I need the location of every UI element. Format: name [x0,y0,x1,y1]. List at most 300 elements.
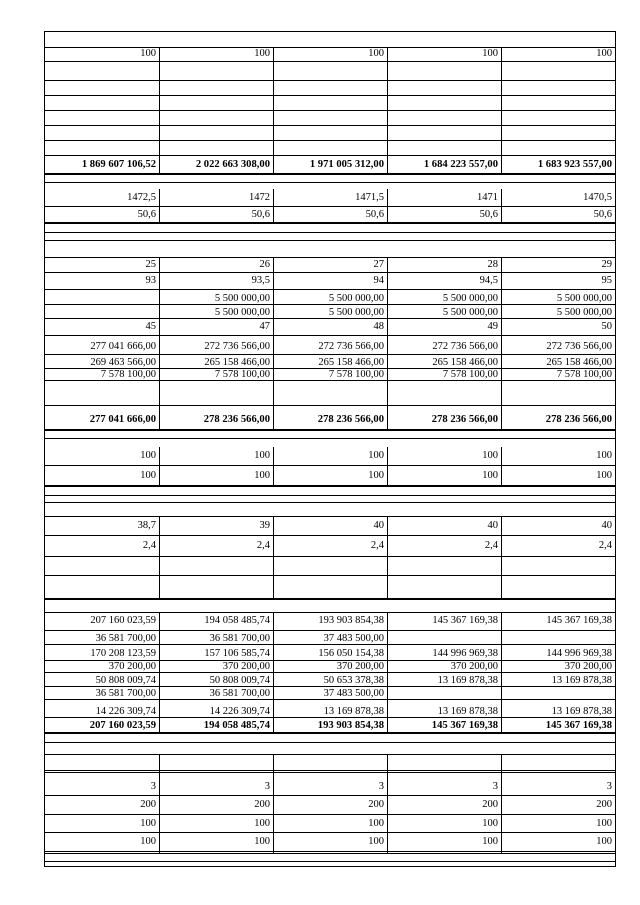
cell-value: 5 500 000,00 [328,292,384,304]
table-row [45,257,615,273]
table-cell [45,779,159,795]
table-row [45,96,615,111]
table-cell [501,207,615,222]
table-rule [45,232,615,233]
table-cell [501,66,615,80]
cell-value: 200 [482,799,498,810]
table-cell [45,634,159,644]
table-cell [159,111,273,125]
table-cell [45,612,159,630]
cell-value: 5 500 000,00 [556,292,612,304]
table-cell [45,796,159,814]
cell-value: 370 200,00 [450,661,498,672]
table-cell [45,754,159,772]
table-rule [45,742,615,743]
cell-value: 145 367 169,38 [431,719,498,731]
table-cell [273,675,387,686]
table-cell [273,96,387,110]
table-cell [273,81,387,95]
table-cell [501,467,615,485]
table-cell [273,410,387,429]
cell-value: 13 169 878,38 [551,705,612,717]
table-cell [45,96,159,110]
cell-value: 170 208 123,59 [90,648,156,659]
cell-value: 50,6 [137,208,156,220]
cell-value: 100 [596,470,612,481]
cell-value: 3 [150,781,156,792]
table-row [45,293,615,305]
table-cell [159,319,273,335]
table-cell [159,536,273,556]
table-cell [45,516,159,535]
table-row [45,387,615,406]
table-cell [159,141,273,155]
table-cell [45,536,159,556]
table-rule [45,861,615,862]
table-cell [387,447,501,465]
table-cell [387,339,501,354]
cell-value: 40 [487,519,498,531]
table-rule [45,438,615,439]
table-cell [159,293,273,304]
cell-value: 278 236 566,00 [317,413,384,425]
table-cell [273,662,387,672]
table-cell [45,467,159,485]
table-cell [45,815,159,832]
table-cell [45,207,159,222]
cell-value: 1 683 923 557,00 [537,158,612,170]
table-rule [45,486,615,487]
cell-value: 100 [482,817,498,829]
table-cell [387,156,501,173]
cell-value: 3 [606,781,612,792]
table-cell [45,648,159,660]
table-cell [45,688,159,699]
cell-value: 13 169 878,38 [323,705,384,717]
cell-value: 265 158 466,00 [204,356,270,368]
table-cell [501,796,615,814]
table-cell [501,47,615,61]
table-cell [501,558,615,575]
cell-value: 193 903 854,38 [318,615,384,626]
table-cell [501,293,615,304]
cell-value: 5 500 000,00 [214,306,270,318]
table-cell [501,257,615,272]
table-cell [159,387,273,405]
table-cell [45,387,159,405]
table-row [45,796,615,815]
cell-value: 14 226 309,74 [209,705,270,717]
table-cell [45,410,159,429]
table-cell [387,634,501,644]
table-row [45,66,615,81]
table-cell [159,126,273,140]
cell-value: 2,4 [484,540,498,551]
cell-value: 100 [368,48,384,59]
cell-value: 370 200,00 [222,661,270,672]
cell-value: 100 [140,470,156,481]
table-row [45,536,615,557]
cell-value: 194 058 485,74 [204,615,270,626]
table-cell [501,410,615,429]
data-table [44,31,616,867]
cell-value: 100 [368,817,384,829]
cell-value: 36 581 700,00 [95,633,156,644]
table-cell [159,688,273,699]
table-row [45,662,615,673]
cell-value: 100 [596,817,612,829]
cell-value: 5 500 000,00 [442,306,498,318]
table-cell [273,688,387,699]
cell-value: 93 [145,275,156,286]
table-cell [45,369,159,380]
cell-value: 1472,5 [127,191,156,203]
table-cell [159,447,273,465]
cell-value: 5 500 000,00 [328,306,384,318]
table-cell [387,126,501,140]
cell-value: 100 [596,450,612,461]
table-cell [501,156,615,173]
table-cell [273,634,387,644]
table-cell [159,634,273,644]
cell-value: 100 [368,450,384,461]
table-cell [387,273,501,289]
table-cell [387,536,501,556]
table-cell [159,558,273,575]
table-cell [273,207,387,222]
table-cell [501,815,615,832]
table-cell [501,662,615,672]
cell-value: 1 869 607 106,52 [81,158,156,170]
cell-value: 50,6 [593,208,612,220]
table-cell [273,369,387,380]
table-cell [45,558,159,575]
cell-value: 278 236 566,00 [545,413,612,425]
table-row [45,833,615,852]
cell-value: 157 106 585,74 [204,648,270,659]
table-cell [159,66,273,80]
table-cell [501,612,615,630]
table-cell [501,96,615,110]
table-cell [387,719,501,732]
cell-value: 1471,5 [355,191,384,203]
cell-value: 36 581 700,00 [95,687,156,699]
table-cell [273,754,387,772]
table-row [45,754,615,773]
table-cell [501,634,615,644]
table-row [45,189,615,207]
table-cell [159,833,273,851]
table-cell [273,47,387,61]
table-cell [501,369,615,380]
table-row [45,319,615,336]
cell-value: 26 [259,258,270,270]
cell-value: 207 160 023,59 [89,719,156,731]
cell-value: 145 367 169,38 [546,615,612,626]
cell-value: 47 [259,321,270,332]
table-cell [387,779,501,795]
table-cell [387,516,501,535]
cell-value: 7 578 100,00 [556,368,612,380]
cell-value: 100 [140,836,156,847]
cell-value: 2,4 [142,540,156,551]
table-cell [273,307,387,318]
table-cell [501,581,615,598]
table-cell [45,81,159,95]
cell-value: 1470,5 [583,191,612,203]
table-cell [273,66,387,80]
cell-value: 100 [482,836,498,847]
table-cell [387,387,501,405]
table-cell [387,257,501,272]
table-cell [45,675,159,686]
cell-value: 50,6 [251,208,270,220]
table-cell [387,47,501,61]
table-cell [159,81,273,95]
table-cell [501,536,615,556]
table-row [45,81,615,96]
table-cell [159,467,273,485]
table-cell [45,257,159,272]
cell-value: 100 [254,48,270,59]
cell-value: 100 [482,48,498,59]
cell-value: 100 [140,48,156,59]
cell-value: 265 158 466,00 [546,356,612,368]
table-rule [45,174,615,175]
cell-value: 272 736 566,00 [546,340,612,352]
cell-value: 94 [373,275,384,286]
table-cell [387,293,501,304]
table-cell [501,357,615,368]
table-cell [159,516,273,535]
table-cell [273,156,387,173]
table-row [45,516,615,536]
cell-value: 3 [264,781,270,792]
table-cell [159,675,273,686]
table-cell [45,307,159,318]
cell-value: 36 581 700,00 [209,633,270,644]
cell-value: 200 [368,799,384,810]
table-cell [45,126,159,140]
cell-value: 29 [601,258,612,270]
cell-value: 200 [254,799,270,810]
cell-value: 207 160 023,59 [90,615,156,626]
cell-value: 100 [596,48,612,59]
cell-value: 265 158 466,00 [432,356,498,368]
table-cell [45,319,159,335]
cell-value: 200 [596,799,612,810]
cell-value: 3 [378,781,384,792]
cell-value: 37 483 500,00 [323,687,384,699]
table-cell [159,96,273,110]
cell-value: 36 581 700,00 [209,687,270,699]
cell-value: 7 578 100,00 [328,368,384,380]
table-cell [273,467,387,485]
cell-value: 2,4 [256,540,270,551]
table-cell [387,796,501,814]
table-cell [501,833,615,851]
table-row [45,634,615,645]
table-cell [387,833,501,851]
table-cell [387,307,501,318]
table-cell [501,81,615,95]
table-cell [387,648,501,660]
table-cell [159,307,273,318]
table-cell [159,273,273,289]
cell-value: 39 [259,519,270,531]
table-cell [273,719,387,732]
cell-value: 265 158 466,00 [318,356,384,368]
cell-value: 144 996 969,38 [546,648,612,659]
table-row [45,273,615,290]
cell-value: 7 578 100,00 [442,368,498,380]
cell-value: 145 367 169,38 [545,719,612,731]
cell-value: 200 [140,799,156,810]
cell-value: 193 903 854,38 [317,719,384,731]
table-cell [45,581,159,598]
table-cell [45,66,159,80]
table-cell [501,706,615,717]
table-row [45,156,615,174]
table-cell [501,273,615,289]
cell-value: 5 500 000,00 [214,292,270,304]
cell-value: 1471 [477,191,498,203]
table-cell [159,719,273,732]
table-cell [387,612,501,630]
cell-value: 49 [487,321,498,332]
cell-value: 13 169 878,38 [551,674,612,686]
cell-value: 40 [373,519,384,531]
table-cell [387,81,501,95]
table-cell [159,706,273,717]
cell-value: 100 [368,836,384,847]
table-cell [273,126,387,140]
cell-value: 272 736 566,00 [432,340,498,352]
table-cell [387,754,501,772]
table-cell [45,447,159,465]
table-cell [273,581,387,598]
cell-value: 50,6 [479,208,498,220]
cell-value: 50 808 009,74 [95,674,156,686]
table-row [45,467,615,486]
cell-value: 145 367 169,38 [432,615,498,626]
table-rule [45,495,615,496]
table-cell [501,387,615,405]
table-cell [273,796,387,814]
table-cell [159,581,273,598]
table-cell [273,257,387,272]
table-row [45,307,615,319]
cell-value: 1 684 223 557,00 [423,158,498,170]
table-cell [273,293,387,304]
cell-value: 370 200,00 [108,661,156,672]
cell-value: 14 226 309,74 [95,705,156,717]
table-cell [387,111,501,125]
table-cell [387,467,501,485]
table-cell [273,833,387,851]
cell-value: 277 041 666,00 [89,413,156,425]
table-cell [501,339,615,354]
table-cell [387,675,501,686]
table-cell [45,189,159,206]
table-row [45,779,615,796]
table-cell [273,319,387,335]
table-cell [159,410,273,429]
table-cell [501,779,615,795]
cell-value: 50 [601,321,612,332]
table-rule [45,599,615,600]
table-cell [501,307,615,318]
table-cell [273,141,387,155]
cell-value: 1472 [249,191,270,203]
table-cell [387,357,501,368]
cell-value: 13 169 878,38 [437,705,498,717]
cell-value: 94,5 [479,275,498,286]
cell-value: 100 [482,450,498,461]
table-row [45,648,615,661]
table-cell [159,648,273,660]
table-cell [273,648,387,660]
table-cell [387,141,501,155]
table-cell [159,662,273,672]
cell-value: 37 483 500,00 [323,633,384,644]
table-cell [45,273,159,289]
table-row [45,581,615,599]
table-cell [159,612,273,630]
cell-value: 40 [601,519,612,531]
table-cell [387,410,501,429]
table-cell [387,558,501,575]
table-cell [159,339,273,354]
table-cell [45,293,159,304]
table-cell [159,156,273,173]
table-cell [387,662,501,672]
table-cell [501,319,615,335]
cell-value: 50,6 [365,208,384,220]
table-row [45,111,615,126]
table-cell [159,257,273,272]
table-cell [501,189,615,206]
table-cell [45,357,159,368]
table-row [45,339,615,355]
cell-value: 269 463 566,00 [90,356,156,368]
table-cell [45,111,159,125]
table-cell [273,815,387,832]
cell-value: 100 [254,450,270,461]
table-cell [273,111,387,125]
cell-value: 100 [140,450,156,461]
table-row [45,207,615,223]
cell-value: 272 736 566,00 [318,340,384,352]
cell-value: 7 578 100,00 [214,368,270,380]
table-cell [45,141,159,155]
cell-value: 144 996 969,38 [432,648,498,659]
table-cell [45,47,159,61]
table-row [45,126,615,141]
table-cell [387,96,501,110]
cell-value: 100 [368,470,384,481]
table-cell [387,815,501,832]
table-cell [273,189,387,206]
cell-value: 50 808 009,74 [209,674,270,686]
table-cell [159,207,273,222]
table-cell [45,719,159,732]
table-row [45,612,615,631]
cell-value: 100 [254,817,270,829]
cell-value: 194 058 485,74 [203,719,270,731]
table-row [45,141,615,156]
cell-value: 50 653 378,38 [323,674,384,686]
